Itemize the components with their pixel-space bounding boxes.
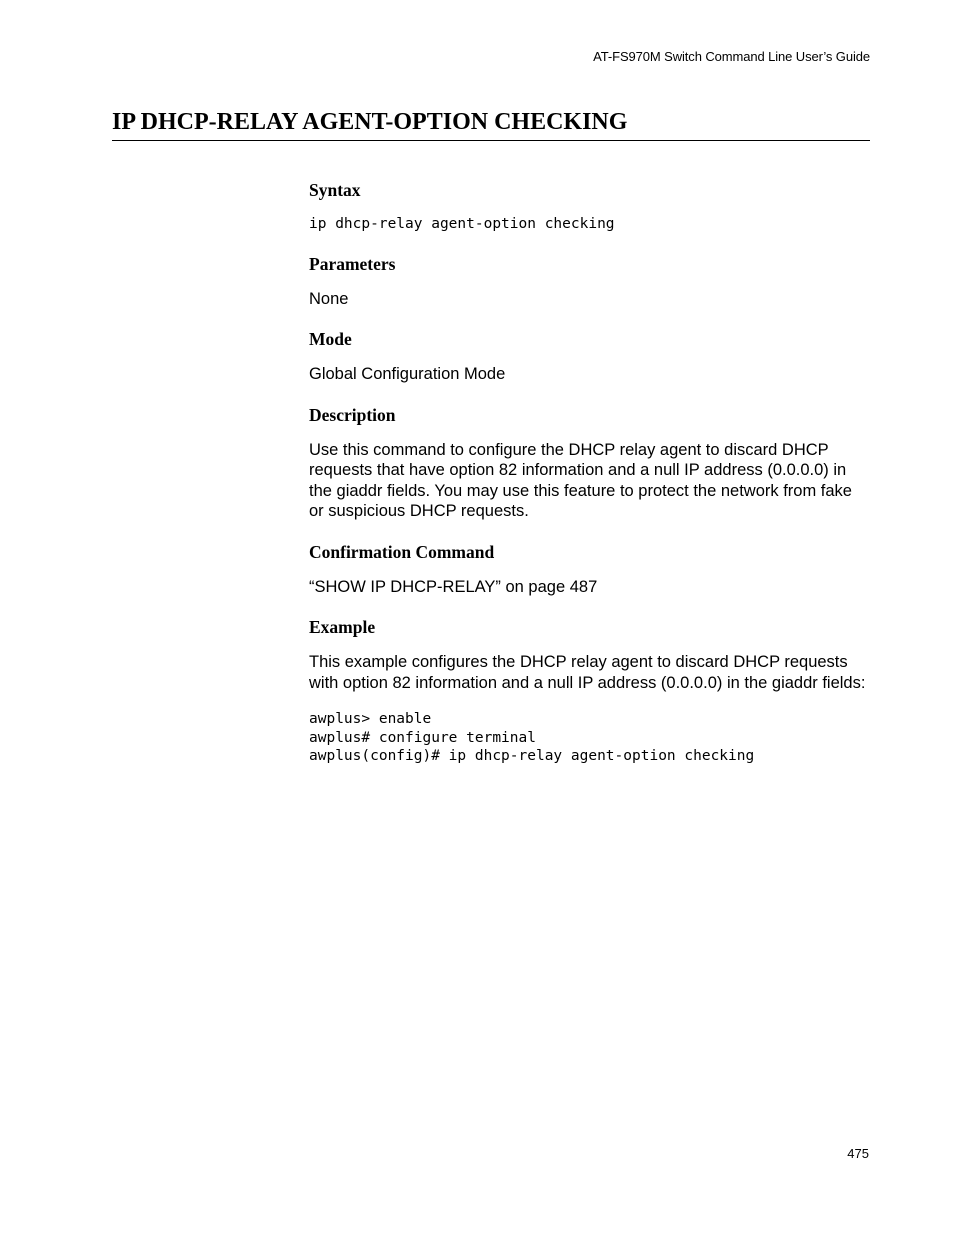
description-heading: Description [309, 404, 396, 425]
example-heading: Example [309, 617, 376, 637]
page-number: 475 [847, 1146, 869, 1161]
example-code-line: awplus(config)# ip dhcp-relay agent-option checking [309, 748, 755, 764]
example-code [309, 710, 870, 766]
syntax-heading: Syntax [309, 180, 361, 200]
parameters-text: None [309, 289, 349, 308]
parameters-heading: Parameters [309, 253, 396, 274]
mode-text: Global Configuration Mode [309, 365, 506, 383]
page-title: IP DHCP-RELAY AGENT-OPTION CHECKING [112, 109, 628, 135]
example-text: This example configures the DHCP relay agent to discard DHCP requests with option 82 information and a null IP address (0.0.0.0) in the giaddr fields: [309, 653, 866, 692]
mode-heading: Mode [309, 329, 352, 349]
command-content [309, 178, 870, 766]
confirmation-heading: Confirmation Command [309, 541, 495, 562]
description-text: Use this command to configure the DHCP relay agent to discard DHCP requests that have option 82 information and a null IP address (0.0.0.0) in the giaddr fields. You may use this feature to protect the network from fake or suspicious DHCP requests. [309, 440, 852, 520]
title-rule [112, 140, 870, 141]
example-code-line: awplus> enable [309, 711, 432, 727]
running-header: AT-FS970M Switch Command Line User’s Guide [593, 49, 870, 64]
confirmation-link[interactable]: “SHOW IP DHCP-RELAY” on page 487 [309, 577, 598, 596]
example-code-line: awplus# configure terminal [309, 729, 536, 746]
syntax-code: ip dhcp-relay agent-option checking [309, 216, 615, 232]
